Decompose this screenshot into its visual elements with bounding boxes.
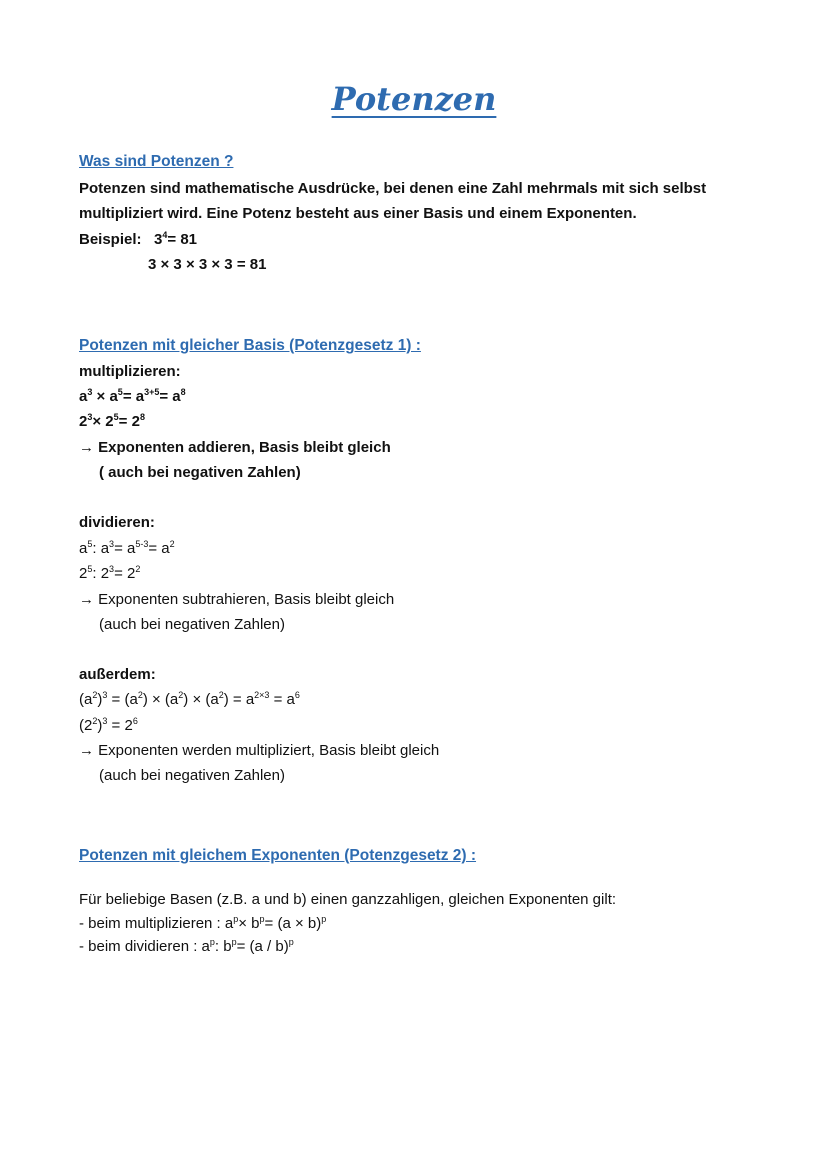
formula-part: = a xyxy=(148,540,170,557)
intro-line: Für beliebige Basen (z.B. a und b) einen ganzzahligen, gleichen Exponenten gilt: xyxy=(79,891,617,908)
formula-part: = (a × b) xyxy=(264,915,322,932)
rule-line: → Exponenten subtrahieren, Basis bleibt gleich xyxy=(79,591,395,608)
multiply-label: multiplizieren: xyxy=(79,363,181,380)
formula-line xyxy=(79,914,326,934)
formula-part: ) × (a xyxy=(183,691,219,708)
example-line xyxy=(79,230,197,250)
formula-part: = a xyxy=(114,540,136,557)
also-label: außerdem: xyxy=(79,666,156,683)
note-line: ( auch bei negativen Zahlen) xyxy=(99,464,301,481)
paragraph-line: multipliziert wird. Eine Potenz besteht aus einer Basis und einem Exponenten. xyxy=(79,205,637,222)
exponent: 3 xyxy=(109,539,115,549)
exponent: 5 xyxy=(87,564,93,574)
formula-part: a xyxy=(79,540,88,557)
formula-part: = a xyxy=(269,691,295,708)
formula-part: 2 xyxy=(79,413,88,430)
formula-line xyxy=(79,539,175,559)
exponent: 6 xyxy=(294,690,300,700)
exponent: 2 xyxy=(218,690,224,700)
formula-part: = a xyxy=(122,388,145,405)
section-heading-was-sind-potenzen: Was sind Potenzen ? xyxy=(79,153,234,170)
divide-label: dividieren: xyxy=(79,514,155,531)
note-line: (auch bei negativen Zahlen) xyxy=(99,767,285,784)
formula-part: = a xyxy=(159,388,181,405)
exponent: p xyxy=(288,937,294,947)
exponent: 3 xyxy=(87,387,93,397)
formula-part: (a xyxy=(79,691,93,708)
formula-part: ) xyxy=(97,691,103,708)
formula-part: = (a / b) xyxy=(236,938,289,955)
formula-part: (2 xyxy=(79,717,93,734)
formula-part: ) xyxy=(97,717,103,734)
exponent: 2 xyxy=(137,690,143,700)
formula-line xyxy=(79,387,186,407)
exponent: 8 xyxy=(139,412,145,422)
formula-part: = (a xyxy=(107,691,138,708)
formula-part: = 2 xyxy=(114,565,136,582)
exponent: 8 xyxy=(180,387,186,397)
formula-part: - beim multiplizieren : a xyxy=(79,915,234,932)
formula-line xyxy=(79,690,300,710)
formula-part: = 2 xyxy=(107,717,133,734)
exponent: 3 xyxy=(109,564,115,574)
exponent: 5 xyxy=(87,539,93,549)
exponent: 2×3 xyxy=(254,690,270,700)
exponent: 5 xyxy=(117,387,123,397)
exponent: 5-3 xyxy=(135,539,149,549)
title-text: Potenzen xyxy=(331,80,497,118)
formula-part: 2 xyxy=(79,565,88,582)
example-label: Beispiel: xyxy=(79,231,142,248)
formula-part: ) = a xyxy=(223,691,255,708)
exponent: p xyxy=(209,937,215,947)
rule-line: → Exponenten werden multipliziert, Basis bleibt gleich xyxy=(79,742,440,759)
exponent: p xyxy=(321,914,327,924)
exponent: 2 xyxy=(92,690,98,700)
formula-part: : 2 xyxy=(92,565,110,582)
exponent: 2 xyxy=(92,716,98,726)
exponent: 3+5 xyxy=(144,387,160,397)
exponent: 2 xyxy=(135,564,141,574)
exponent: 5 xyxy=(113,412,119,422)
formula-part: × 2 xyxy=(92,413,114,430)
document-title xyxy=(0,80,828,118)
exponent: p xyxy=(233,914,239,924)
formula-line xyxy=(79,412,145,432)
formula-part: - beim dividieren : a xyxy=(79,938,210,955)
exponent: 3 xyxy=(87,412,93,422)
rule-line: → Exponenten addieren, Basis bleibt gleich xyxy=(79,439,391,456)
example-expansion: 3 × 3 × 3 × 3 = 81 xyxy=(148,256,267,273)
exponent: 2 xyxy=(169,539,175,549)
section-heading-gleiche-basis: Potenzen mit gleicher Basis (Potenzgesetz 1) : xyxy=(79,337,421,354)
exponent: p xyxy=(231,937,237,947)
formula-part: : a xyxy=(92,540,110,557)
note-line: (auch bei negativen Zahlen) xyxy=(99,616,285,633)
exponent: p xyxy=(259,914,265,924)
exponent: 6 xyxy=(132,716,138,726)
formula-part: 3 xyxy=(154,231,163,248)
exponent: 3 xyxy=(102,690,108,700)
section-heading-gleicher-exponent: Potenzen mit gleichem Exponenten (Potenzgesetz 2) : xyxy=(79,847,477,864)
formula-part: × b xyxy=(238,915,260,932)
formula-line xyxy=(79,564,140,584)
formula-part: = 81 xyxy=(167,231,198,248)
exponent: 2 xyxy=(178,690,184,700)
formula-part: a xyxy=(79,388,88,405)
paragraph-line: Potenzen sind mathematische Ausdrücke, bei denen eine Zahl mehrmals mit sich selbst xyxy=(79,180,707,197)
formula-part: × a xyxy=(92,388,118,405)
formula-part: ) × (a xyxy=(142,691,179,708)
exponent: 4 xyxy=(162,230,168,240)
formula-line xyxy=(79,716,138,736)
formula-line xyxy=(79,937,294,957)
exponent: 3 xyxy=(102,716,108,726)
formula-part: : b xyxy=(214,938,232,955)
formula-part: = 2 xyxy=(118,413,140,430)
